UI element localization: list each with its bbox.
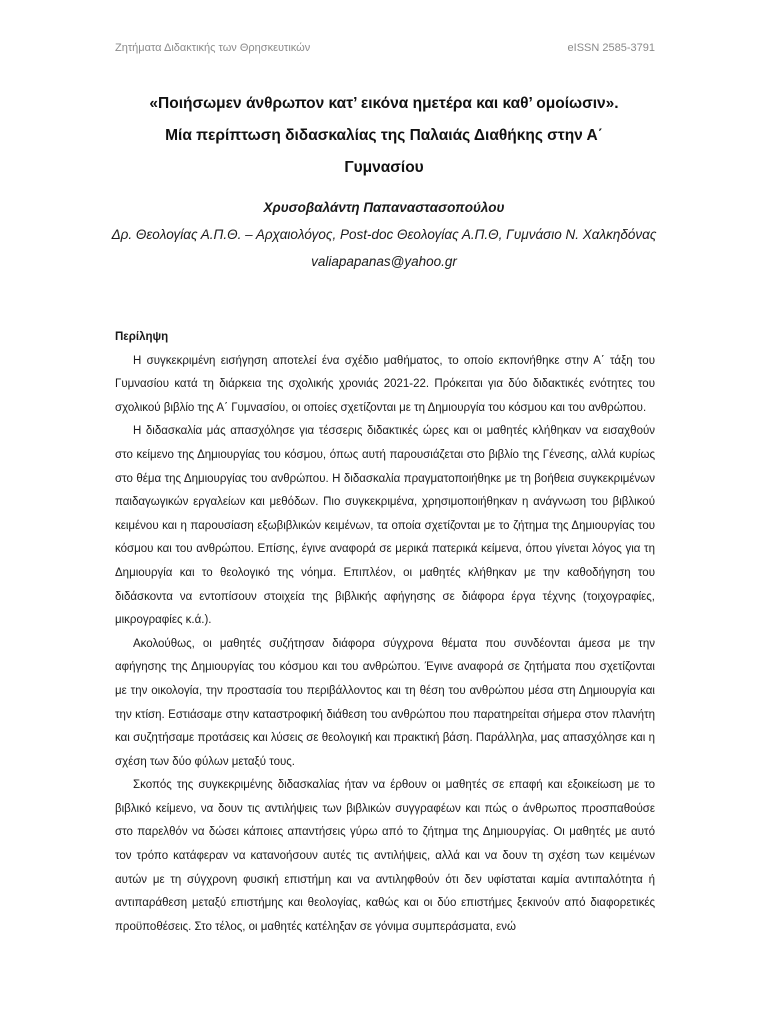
abstract-paragraph: Η συγκεκριμένη εισήγηση αποτελεί ένα σχέδιο μαθήματος, το οποίο εκπονήθηκε στην Α΄ τάξη του Γυμνασίου κατά τη διάρκεια της σχολικής χρονιάς 2021-22. Πρόκειται για δύο διδακτικές ενότητες του σχολικού βιβλίο της Α΄ Γυμνασίου, οι οποίες σχετίζονται με τη Δημιουργία του κόσμου και του ανθρώπου. (115, 354, 655, 414)
title-line-3: Γυμνασίου (344, 159, 424, 176)
author-email: valiapapanas@yahoo.gr (311, 254, 457, 269)
title-line-2: Μία περίπτωση διδασκαλίας της Παλαιάς Διαθήκης στην Α΄ (165, 127, 603, 144)
journal-name: Ζητήματα Διδακτικής των Θρησκευτικών (115, 42, 311, 54)
title-line-1: «Ποιήσωμεν άνθρωπον κατ’ εικόνα ημετέρα και καθ’ ομοίωσιν». (149, 95, 619, 112)
abstract-heading: Περίληψη (115, 331, 169, 343)
author-affiliation: Δρ. Θεολογίας Α.Π.Θ. – Αρχαιολόγος, Post-doc Θεολογίας Α.Π.Θ, Γυμνάσιο Ν. Χαλκηδόνας (111, 227, 657, 242)
author-name: Χρυσοβαλάντη Παπαναστασοπούλου (263, 200, 505, 215)
abstract-paragraph: Ακολούθως, οι μαθητές συζήτησαν διάφορα σύγχρονα θέματα που συνδέονται άμεσα με την αφήγησης της Δημιουργίας του κόσμου και του ανθρώπου. Έγινε αναφορά σε ζητήματα που σχετίζονται με την οικολογία, την προστασία του περιβάλλοντος και τη θέση του ανθρώπου μέσα στη Δημιουργία και την κτίση. Εστιάσαμε στην καταστροφική διάθεση του ανθρώπου που παρατηρείται σήμερα στον πλανήτη και συζητήσαμε προτάσεις και λύσεις σε θεολογική και πρακτική βάση. Παράλληλα, μας απασχόλησε και η σχέση των δύο φύλων μεταξύ τους. (115, 637, 655, 768)
abstract-section (115, 326, 655, 939)
byline (110, 194, 658, 275)
running-header (115, 42, 655, 54)
issn: eISSN 2585-3791 (567, 42, 655, 54)
abstract-paragraph: Σκοπός της συγκεκριμένης διδασκαλίας ήταν να έρθουν οι μαθητές σε επαφή και εξοικείωση με το βιβλικό κείμενο, να δουν τις αντιλήψεις των βιβλικών συγγραφέων και πώς ο άνθρωπος προσπαθούσε στο παρελθόν να δώσει κάποιες απαντήσεις γύρω από το ζήτημα της Δημιουργίας. Οι μαθητές με αυτό τον τρόπο κατάφεραν να κατανοήσουν αυτές τις αντιλήψεις, αλλά και να δουν τη σχέση των κειμένων αυτών με τη σύγχρονη φυσική επιστήμη και να αντιληφθούν ότι δεν υφίσταται καμία αντιπαλότητα ή αντιπαράθεση μεταξύ επιστήμης και θεολογίας, καθώς και οι δύο επιστήμες ξεκινούν από διαφορετικές προϋποθέσεις. Στο τέλος, οι μαθητές κατέληξαν σε γόνιμα συμπεράσματα, ενώ (115, 779, 655, 933)
article-title (100, 88, 668, 184)
abstract-paragraph: Η διδασκαλία μάς απασχόλησε για τέσσερις διδακτικές ώρες και οι μαθητές κλήθηκαν να εισαχθούν στο κείμενο της Δημιουργίας του κόσμου, όπως αυτή παρουσιάζεται στο βιβλίο της Γένεσης, αλλά κυρίως στο θέμα της Δημιουργίας του ανθρώπου. Η διδασκαλία πραγματοποιήθηκε με τη βοήθεια συγκεκριμένων παιδαγωγικών εργαλείων και μεθόδων. Πιο συγκεκριμένα, χρησιμοποιήθηκαν η ανάγνωση του βιβλικού κειμένου και η παρουσίαση εξωβιβλικών κειμένων, τα οποία σχετίζονται με το ζήτημα της Δημιουργίας του κόσμου και του ανθρώπου. Επίσης, έγινε αναφορά σε μερικά πατερικά κείμενα, όπου γίνεται λόγος για τη Δημιουργία και το θεολογικό της νόημα. Επιπλέον, οι μαθητές κλήθηκαν με την καθοδήγηση του διδάσκοντα να εντοπίσουν στοιχεία της βιβλικής αφήγησης σε διάφορα έργα τέχνης (τοιχογραφίες, μικρογραφίες κ.ά.). (115, 425, 655, 627)
